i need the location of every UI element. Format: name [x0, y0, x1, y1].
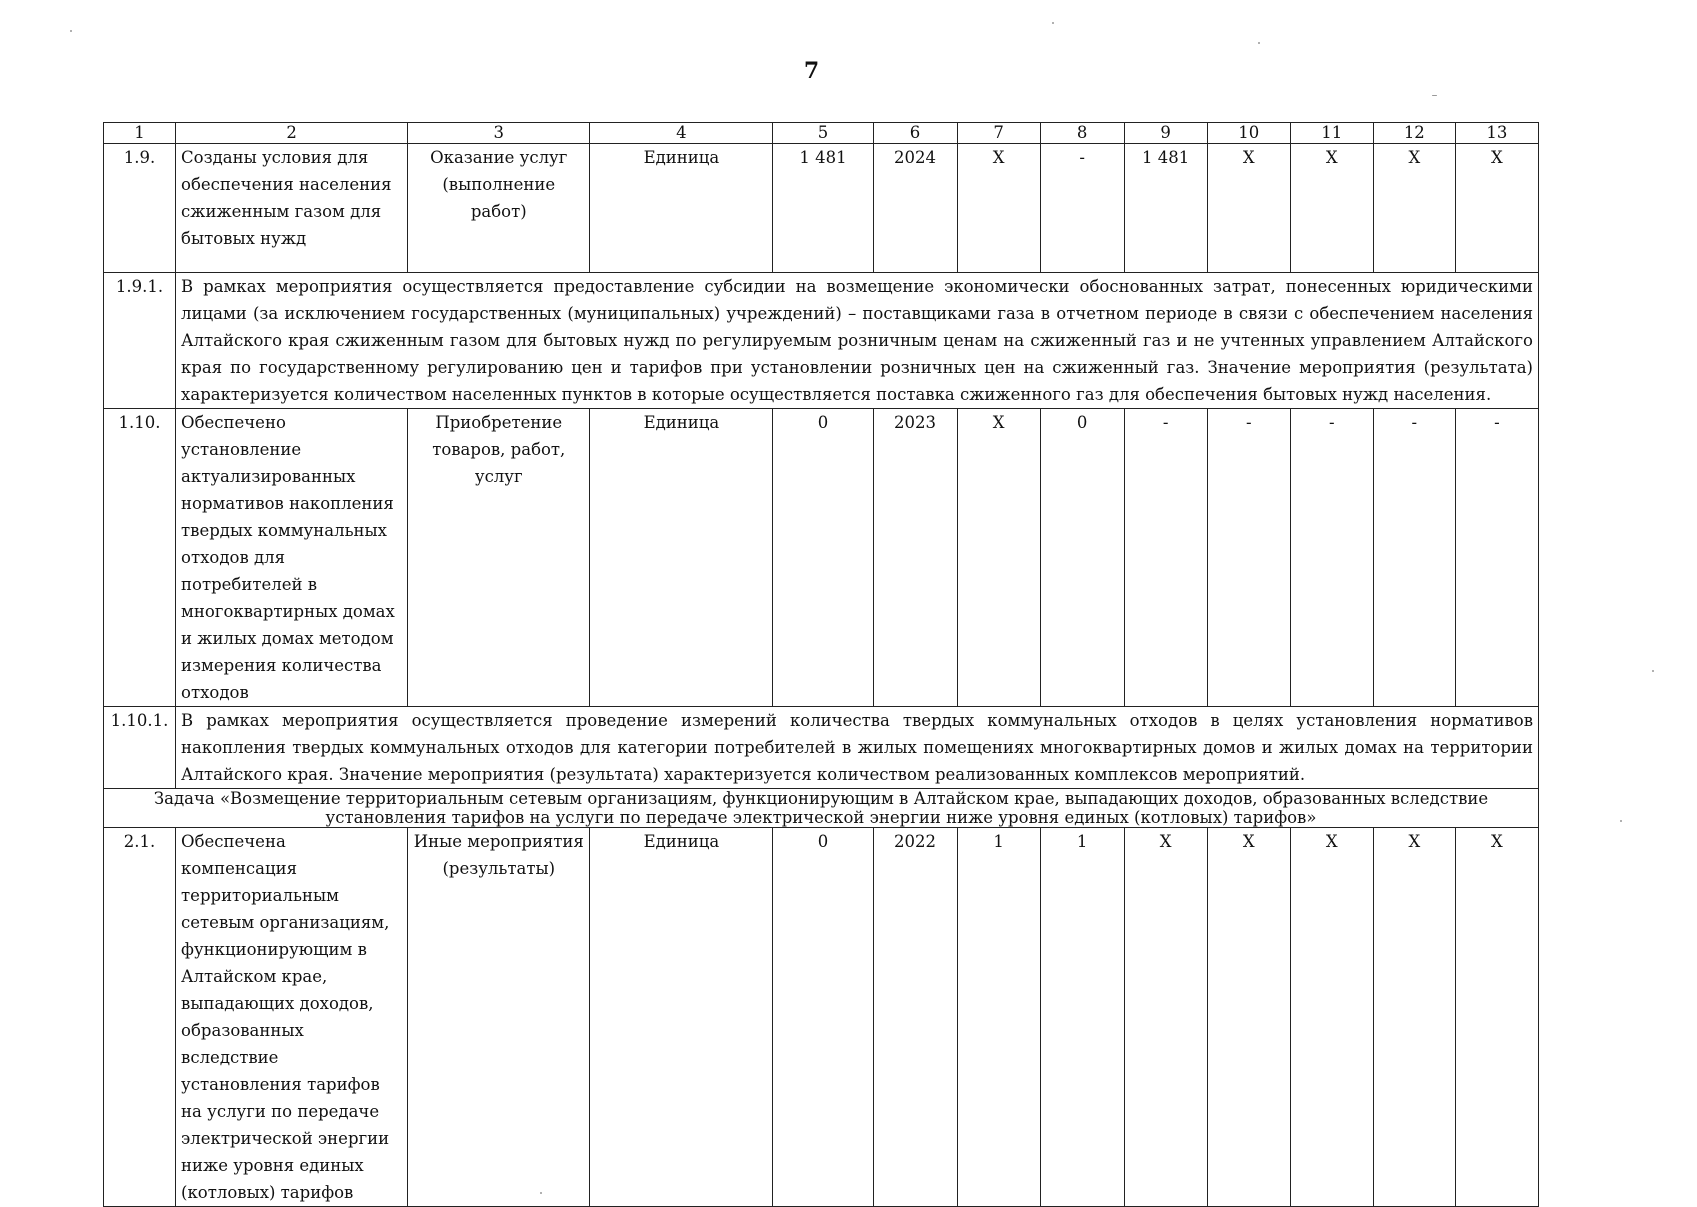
value-cell: -	[1124, 409, 1207, 707]
base-value: 1 481	[773, 144, 873, 273]
result-type: Приобретение товаров, работ, услуг	[408, 409, 590, 707]
result-type: Иные мероприятия (результаты)	[408, 828, 590, 1207]
column-number: 2	[176, 123, 408, 144]
base-year: 2024	[873, 144, 957, 273]
unit: Единица	[590, 828, 773, 1207]
value-cell: X	[1124, 828, 1207, 1207]
value-cell: 1	[957, 828, 1040, 1207]
value-cell: -	[1290, 409, 1373, 707]
task-heading: Задача «Возмещение территориальным сетевым организациям, функционирующим в Алтайском крае, выпадающих доходов, образованных вследствие установления тарифов на услуги по передаче электрической энергии ниже уровня единых (котловых) тарифов»	[104, 789, 1539, 828]
value-cell: 0	[1040, 409, 1124, 707]
value-cell: X	[957, 144, 1040, 273]
column-number: 7	[957, 123, 1040, 144]
row-number: 1.9.	[104, 144, 176, 273]
base-value: 0	[773, 409, 873, 707]
column-number: 1	[104, 123, 176, 144]
indicators-table	[103, 122, 1539, 1207]
row-number: 1.10.	[104, 409, 176, 707]
column-number: 3	[408, 123, 590, 144]
column-number: 11	[1290, 123, 1373, 144]
value-cell: 1	[1040, 828, 1124, 1207]
result-name: Обеспечена компенсация территориальным сетевым организациям, функционирующим в Алтайском крае, выпадающих доходов, образованных вследствие установления тарифов на услуги по передаче электрической энергии ниже уровня единых (котловых) тарифов	[176, 828, 408, 1207]
value-cell: X	[1455, 828, 1538, 1207]
page-number: 7	[803, 58, 820, 84]
description-text: В рамках мероприятия осуществляется проведение измерений количества твердых коммунальных отходов в целях установления нормативов накопления твердых коммунальных отходов для категории потребителей в жилых помещениях многоквартирных домов и жилых домах на территории Алтайского края. Значение мероприятия (результата) характеризуется количеством реализованных комплексов мероприятий.	[176, 707, 1539, 789]
description-text: В рамках мероприятия осуществляется предоставление субсидии на возмещение экономически обоснованных затрат, понесенных юридическими лицами (за исключением государственных (муниципальных) учреждений) – поставщиками газа в отчетном периоде в связи с обеспечением населения Алтайского края сжиженным газом для бытовых нужд по регулируемым розничным ценам на сжиженный газ и не учтенных управлением Алтайского края по государственному регулированию цен и тарифов при установлении розничных цен на сжиженный газ. Значение мероприятия (результата) характеризуется количеством населенных пунктов в которые осуществляется поставка сжиженного газ для обеспечения бытовых нужд населения.	[176, 273, 1539, 409]
value-cell: -	[1373, 409, 1455, 707]
value-cell: X	[1373, 144, 1455, 273]
row-number: 2.1.	[104, 828, 176, 1207]
unit: Единица	[590, 144, 773, 273]
row-number: 1.10.1.	[104, 707, 176, 789]
table-row	[104, 409, 1539, 707]
column-number: 13	[1455, 123, 1538, 144]
value-cell: X	[1373, 828, 1455, 1207]
result-type: Оказание услуг (выполнение работ)	[408, 144, 590, 273]
column-number: 5	[773, 123, 873, 144]
unit: Единица	[590, 409, 773, 707]
value-cell: X	[1207, 828, 1290, 1207]
task-row	[104, 789, 1539, 828]
value-cell: X	[1290, 828, 1373, 1207]
column-number-row	[104, 123, 1539, 144]
value-cell: X	[1455, 144, 1538, 273]
column-number: 6	[873, 123, 957, 144]
table-row	[104, 828, 1539, 1207]
column-number: 8	[1040, 123, 1124, 144]
table-row	[104, 144, 1539, 273]
result-name: Обеспечено установление актуализированных нормативов накопления твердых коммунальных отходов для потребителей в многоквартирных домах и жилых домах методом измерения количества отходов	[176, 409, 408, 707]
value-cell: X	[957, 409, 1040, 707]
value-cell: -	[1207, 409, 1290, 707]
value-cell: -	[1455, 409, 1538, 707]
description-row	[104, 707, 1539, 789]
value-cell: X	[1290, 144, 1373, 273]
column-number: 10	[1207, 123, 1290, 144]
column-number: 9	[1124, 123, 1207, 144]
result-name: Созданы условия для обеспечения населения сжиженным газом для бытовых нужд	[176, 144, 408, 273]
column-number: 12	[1373, 123, 1455, 144]
base-value: 0	[773, 828, 873, 1207]
value-cell: 1 481	[1124, 144, 1207, 273]
base-year: 2023	[873, 409, 957, 707]
base-year: 2022	[873, 828, 957, 1207]
description-row	[104, 273, 1539, 409]
value-cell: X	[1207, 144, 1290, 273]
value-cell: -	[1040, 144, 1124, 273]
row-number: 1.9.1.	[104, 273, 176, 409]
column-number: 4	[590, 123, 773, 144]
